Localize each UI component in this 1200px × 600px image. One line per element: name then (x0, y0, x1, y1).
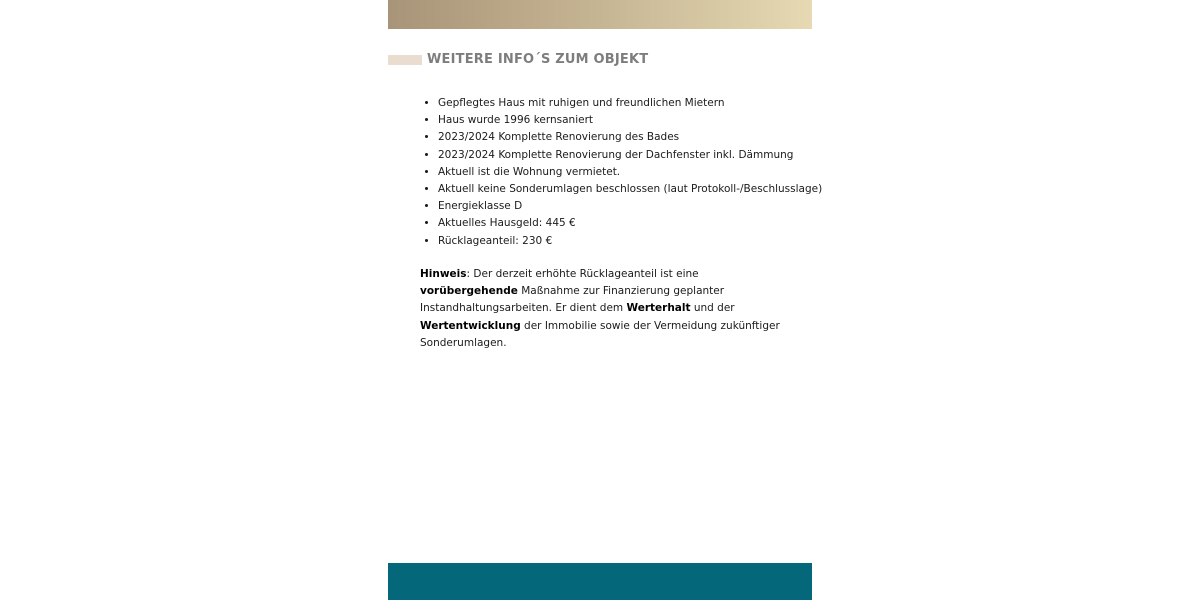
note-bold-1: vorübergehende (420, 285, 518, 298)
note-text-3: und der (690, 302, 735, 315)
top-decorative-band (388, 0, 812, 29)
list-item: • Aktuell ist die Wohnung vermietet. (438, 164, 818, 181)
note-text-2: Maßnahme zur Finanzierung geplanter Instandhaltungsarbeiten. Er dient dem (420, 285, 725, 315)
list-item: • Rücklageanteil: 230 € (438, 233, 818, 250)
list-item: • Gepflegtes Haus mit ruhigen und freundlichen Mietern (438, 95, 818, 112)
list-item: • Haus wurde 1996 kernsaniert (438, 112, 818, 129)
bottom-decorative-band (388, 563, 812, 600)
list-item: • Aktuelles Hausgeld: 445 € (438, 215, 818, 232)
feature-list (426, 95, 823, 250)
section-heading-row (388, 52, 812, 70)
list-item: • Aktuell keine Sonderumlagen beschlossen (laut Protokoll-/Beschlusslage) (438, 181, 818, 198)
list-item: • 2023/2024 Komplette Renovierung der Dachfenster inkl. Dämmung (438, 147, 818, 164)
list-item: • 2023/2024 Komplette Renovierung des Bades (438, 129, 818, 146)
note-text-4: der Immobilie sowie der Vermeidung zukünftiger Sonderumlagen. (420, 319, 780, 349)
document-page (388, 0, 823, 600)
note-paragraph (420, 266, 790, 352)
note-bold-2: Werterhalt (626, 302, 691, 315)
note-label: Hinweis (420, 268, 467, 280)
list-item: • Energieklasse D (438, 198, 818, 215)
note-text-1: : Der derzeit erhöhte Rücklageanteil ist eine (466, 268, 699, 280)
section-heading: WEITERE INFO´S ZUM OBJEKT (427, 52, 649, 67)
note-bold-3: Wertentwicklung (420, 319, 521, 332)
heading-accent-bar (388, 55, 422, 65)
